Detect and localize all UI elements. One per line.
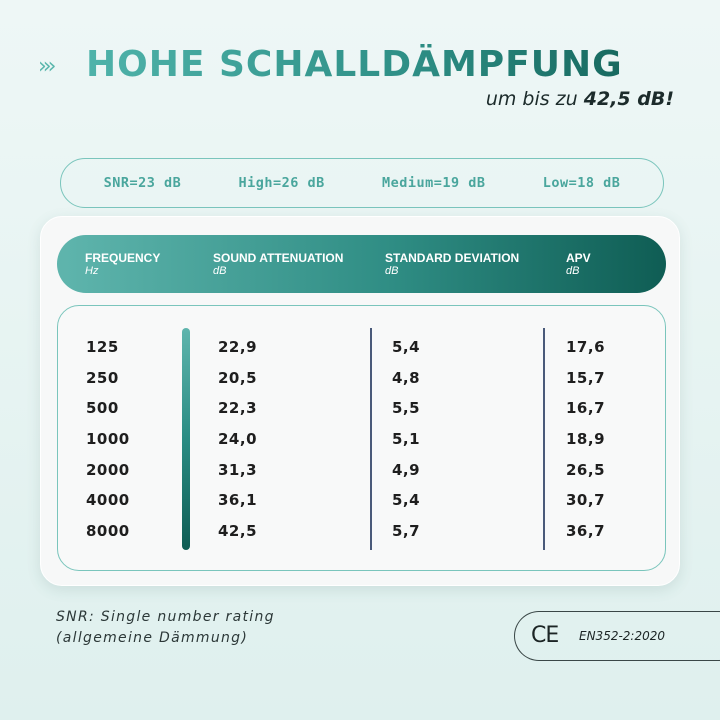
- column-attenuation: [218, 338, 257, 553]
- header-deviation-label: STANDARD DEVIATION: [385, 251, 520, 265]
- frequency-cell: 125: [86, 338, 119, 356]
- apv-cell: 15,7: [566, 368, 606, 387]
- attenuation-cell: 24,0: [218, 430, 258, 449]
- frequency-cell: 2000: [86, 460, 130, 479]
- header-apv-label: APV: [566, 251, 591, 265]
- header-frequency-unit: Hz: [85, 265, 99, 277]
- footnote-line: (allgemeine Dämmung): [56, 630, 249, 646]
- apv-cell: 18,9: [566, 430, 606, 449]
- chevrons-icon: ›››: [38, 54, 53, 79]
- attenuation-cell: 42,5: [218, 522, 258, 541]
- column-divider: [543, 328, 545, 550]
- header-frequency: [85, 252, 160, 277]
- header-apv-unit: dB: [566, 265, 580, 277]
- subtitle-value: 42,5 dB!: [583, 88, 674, 110]
- deviation-cell: 5,7: [392, 522, 421, 541]
- attenuation-cell: 31,3: [218, 460, 258, 479]
- deviation-cell: 5,4: [392, 491, 421, 510]
- deviation-cell: 4,9: [392, 460, 421, 479]
- header-apv: [566, 252, 591, 277]
- apv-cell: 26,5: [566, 460, 606, 479]
- footnote-line: SNR: Single number rating: [56, 609, 275, 625]
- attenuation-cell: 22,3: [218, 399, 258, 418]
- header-attenuation: [213, 252, 343, 277]
- header-attenuation-label: SOUND ATTENUATION: [213, 251, 344, 265]
- attenuation-table-card: [40, 216, 680, 586]
- attenuation-cell: 20,5: [218, 368, 258, 387]
- frequency-cell: 1000: [86, 430, 130, 449]
- ratings-bar: [60, 158, 664, 208]
- rating-high: High=26 dB: [238, 175, 325, 191]
- column-apv: [566, 338, 605, 553]
- column-frequency: [86, 338, 130, 553]
- apv-cell: 36,7: [566, 522, 606, 541]
- attenuation-cell: 22,9: [218, 338, 258, 356]
- deviation-cell: 5,4: [392, 338, 421, 356]
- column-deviation: [392, 338, 420, 553]
- deviation-cell: 5,1: [392, 430, 421, 449]
- deviation-cell: 5,5: [392, 399, 421, 418]
- frequency-cell: 500: [86, 399, 119, 418]
- table-body: [57, 305, 666, 571]
- frequency-cell: 4000: [86, 491, 130, 510]
- frequency-cell: 8000: [86, 522, 130, 541]
- snr-footnote: [56, 607, 275, 649]
- apv-cell: 30,7: [566, 491, 606, 510]
- ce-mark-icon: CE: [531, 623, 559, 648]
- header-frequency-label: FREQUENCY: [85, 251, 161, 265]
- subtitle-prefix: um bis zu: [485, 88, 584, 110]
- table-header: [57, 235, 666, 293]
- rating-medium: Medium=19 dB: [381, 175, 486, 191]
- apv-cell: 16,7: [566, 399, 606, 418]
- page-subtitle: [486, 88, 674, 110]
- rating-snr: SNR=23 dB: [103, 175, 182, 191]
- page-title: HOHE SCHALLDÄMPFUNG: [86, 44, 623, 85]
- rating-low: Low=18 dB: [542, 175, 621, 191]
- certification-badge: [514, 611, 720, 661]
- header-deviation-unit: dB: [385, 265, 399, 277]
- certification-standard: EN352-2:2020: [579, 629, 666, 643]
- frequency-cell: 250: [86, 368, 119, 387]
- column-divider: [370, 328, 372, 550]
- attenuation-cell: 36,1: [218, 491, 258, 510]
- deviation-cell: 4,8: [392, 368, 421, 387]
- header-attenuation-unit: dB: [213, 265, 227, 277]
- header-deviation: [385, 252, 519, 277]
- apv-cell: 17,6: [566, 338, 606, 356]
- accent-bar: [182, 328, 190, 550]
